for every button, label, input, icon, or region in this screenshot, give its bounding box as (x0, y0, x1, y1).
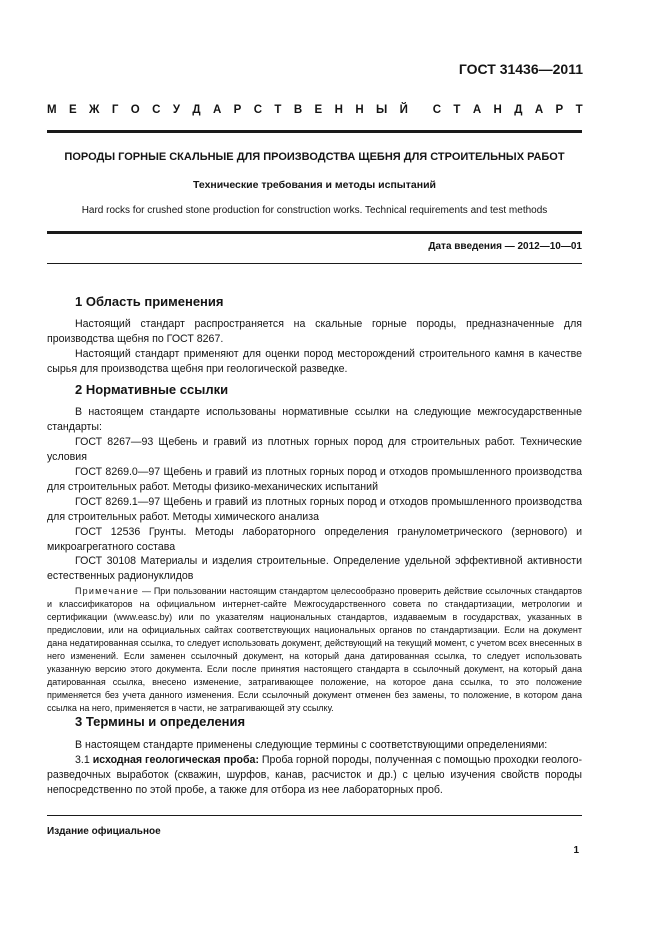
section-1-paragraph-1: Настоящий стандарт распространяется на скальные горные породы, предназначенные для производства щебня по ГОСТ 8267. (47, 318, 582, 345)
standard-type-letter: Г (111, 104, 119, 116)
note: Примечание — При пользовании настоящим стандартом целесообразно проверить действие ссылочных стандартов и классификаторов на официальном интернет-сайте Межгосударственного совета по стандартизации, метрологии и сертификации (www.easc.by) или по указателям национальных стандартов, издаваемым в государствах, указанных в предисловии, или на официальных сайтах соответствующих национальных органов по стандартизации. Если на документ дана недатированная ссылка, то следует использовать документ, действующий на текущий момент, с учетом всех внесенных в него изменений. Если заменен ссылочный документ, на который дана датированная ссылка, то следует использовать указанную версию этого документа. Если после принятия настоящего стандарта в ссылочный документ, на который дана датированная ссылка, внесено изменение, затрагивающее положение, на которое дана ссылка, то это положение применяется без учета данного изменения. Если ссылочный документ отменен без замены, то положение, в котором дана ссылка на него, применяется в части, не затрагивающей эту ссылку. (47, 586, 582, 713)
standard-type-letter: С (152, 104, 161, 116)
standard-type-letter: Д (192, 104, 201, 116)
page-number: 1 (573, 845, 579, 856)
reference-item: ГОСТ 12536 Грунты. Методы лабораторного определения гранулометрического (зернового) и микроагрегатного состава (47, 526, 582, 553)
section-3-heading: 3 Термины и определения (75, 714, 246, 729)
section-1-heading: 1 Область применения (75, 294, 224, 309)
standard-type-letter: Ж (89, 104, 100, 116)
standard-type-letter: Р (555, 104, 564, 116)
standard-type-letter: Ы (376, 104, 388, 116)
section-2-intro: В настоящем стандарте использованы нормативные ссылки на следующие межгосударственные стандарты: (47, 406, 582, 433)
reference-item: ГОСТ 8267—93 Щебень и гравий из плотных горных пород для строительных работ. Технические условия (47, 436, 582, 463)
standard-type-letter: В (293, 104, 303, 116)
standard-type-letter: Т (274, 104, 282, 116)
reference-item: ГОСТ 30108 Материалы и изделия строительные. Определение удельной эффективной активности естественных радионуклидов (47, 555, 582, 582)
note-label: Примечание (75, 586, 140, 596)
document-subtitle: Технические требования и методы испытаний (193, 179, 436, 191)
standard-type-letter: Н (355, 104, 364, 116)
standard-type-letter: А (472, 104, 482, 116)
section-3-intro: В настоящем стандарте применены следующие термины с соответствующими определениями: (75, 739, 548, 751)
header-rule (47, 130, 582, 133)
reference-item: ГОСТ 8269.1—97 Щебень и гравий из плотных горных пород и отходов промышленного производства для строительных работ. Методы химического анализа (47, 496, 582, 523)
standard-type-heading (47, 104, 583, 116)
standard-type-letter: Е (68, 104, 77, 116)
standard-type-letter: А (212, 104, 222, 116)
footer-rule (47, 815, 582, 816)
reference-item: ГОСТ 8269.0—97 Щебень и гравий из плотных горных пород и отходов промышленного производства для строительных работ. Методы физико-механических испытаний (47, 466, 582, 493)
introduction-date: Дата введения — 2012—10—01 (428, 241, 582, 252)
document-title: ПОРОДЫ ГОРНЫЕ СКАЛЬНЫЕ ДЛЯ ПРОИЗВОДСТВА ЩЕБНЯ ДЛЯ СТРОИТЕЛЬНЫХ РАБОТ (64, 151, 565, 163)
edition-label: Издание официальное (47, 826, 161, 837)
standard-type-letter: Е (314, 104, 323, 116)
standard-type-letter: Н (334, 104, 343, 116)
term-name: исходная геологическая проба: (92, 754, 259, 766)
section-1-paragraph-2: Настоящий стандарт применяют для оценки пород месторождений строительного камня в качестве сырья для производства щебня при геологической разведке. (47, 348, 582, 375)
standard-type-letter: Т (575, 104, 583, 116)
section-2-heading: 2 Нормативные ссылки (75, 382, 229, 397)
standard-type-letter: Р (233, 104, 242, 116)
date-rule (47, 263, 582, 264)
standard-type-letter: Т (453, 104, 461, 116)
standard-type-letter: О (130, 104, 140, 116)
standard-type-letter: Д (514, 104, 523, 116)
standard-type-letter: С (432, 104, 442, 116)
standard-type-letter: У (172, 104, 180, 116)
title-rule (47, 231, 582, 234)
standard-type-letter: А (534, 104, 544, 116)
standard-type-letter: Н (493, 104, 502, 116)
standard-type-letter: М (47, 104, 57, 116)
term-definition: 3.1 исходная геологическая проба: Проба горной породы, полученная с помощью проходки геолого-разведочных выработок (скважин, шурфов, канав, расчисток и др.) с целью изучения свойств породы непосредственно по этой пробе, а также для отбора из нее лабораторных проб. (47, 754, 582, 796)
standard-number: ГОСТ 31436—2011 (458, 61, 583, 77)
english-title: Hard rocks for crushed stone production for construction works. Technical requirements and test methods (81, 205, 548, 216)
standard-type-letter: Й (399, 104, 408, 116)
standard-type-letter: С (253, 104, 263, 116)
